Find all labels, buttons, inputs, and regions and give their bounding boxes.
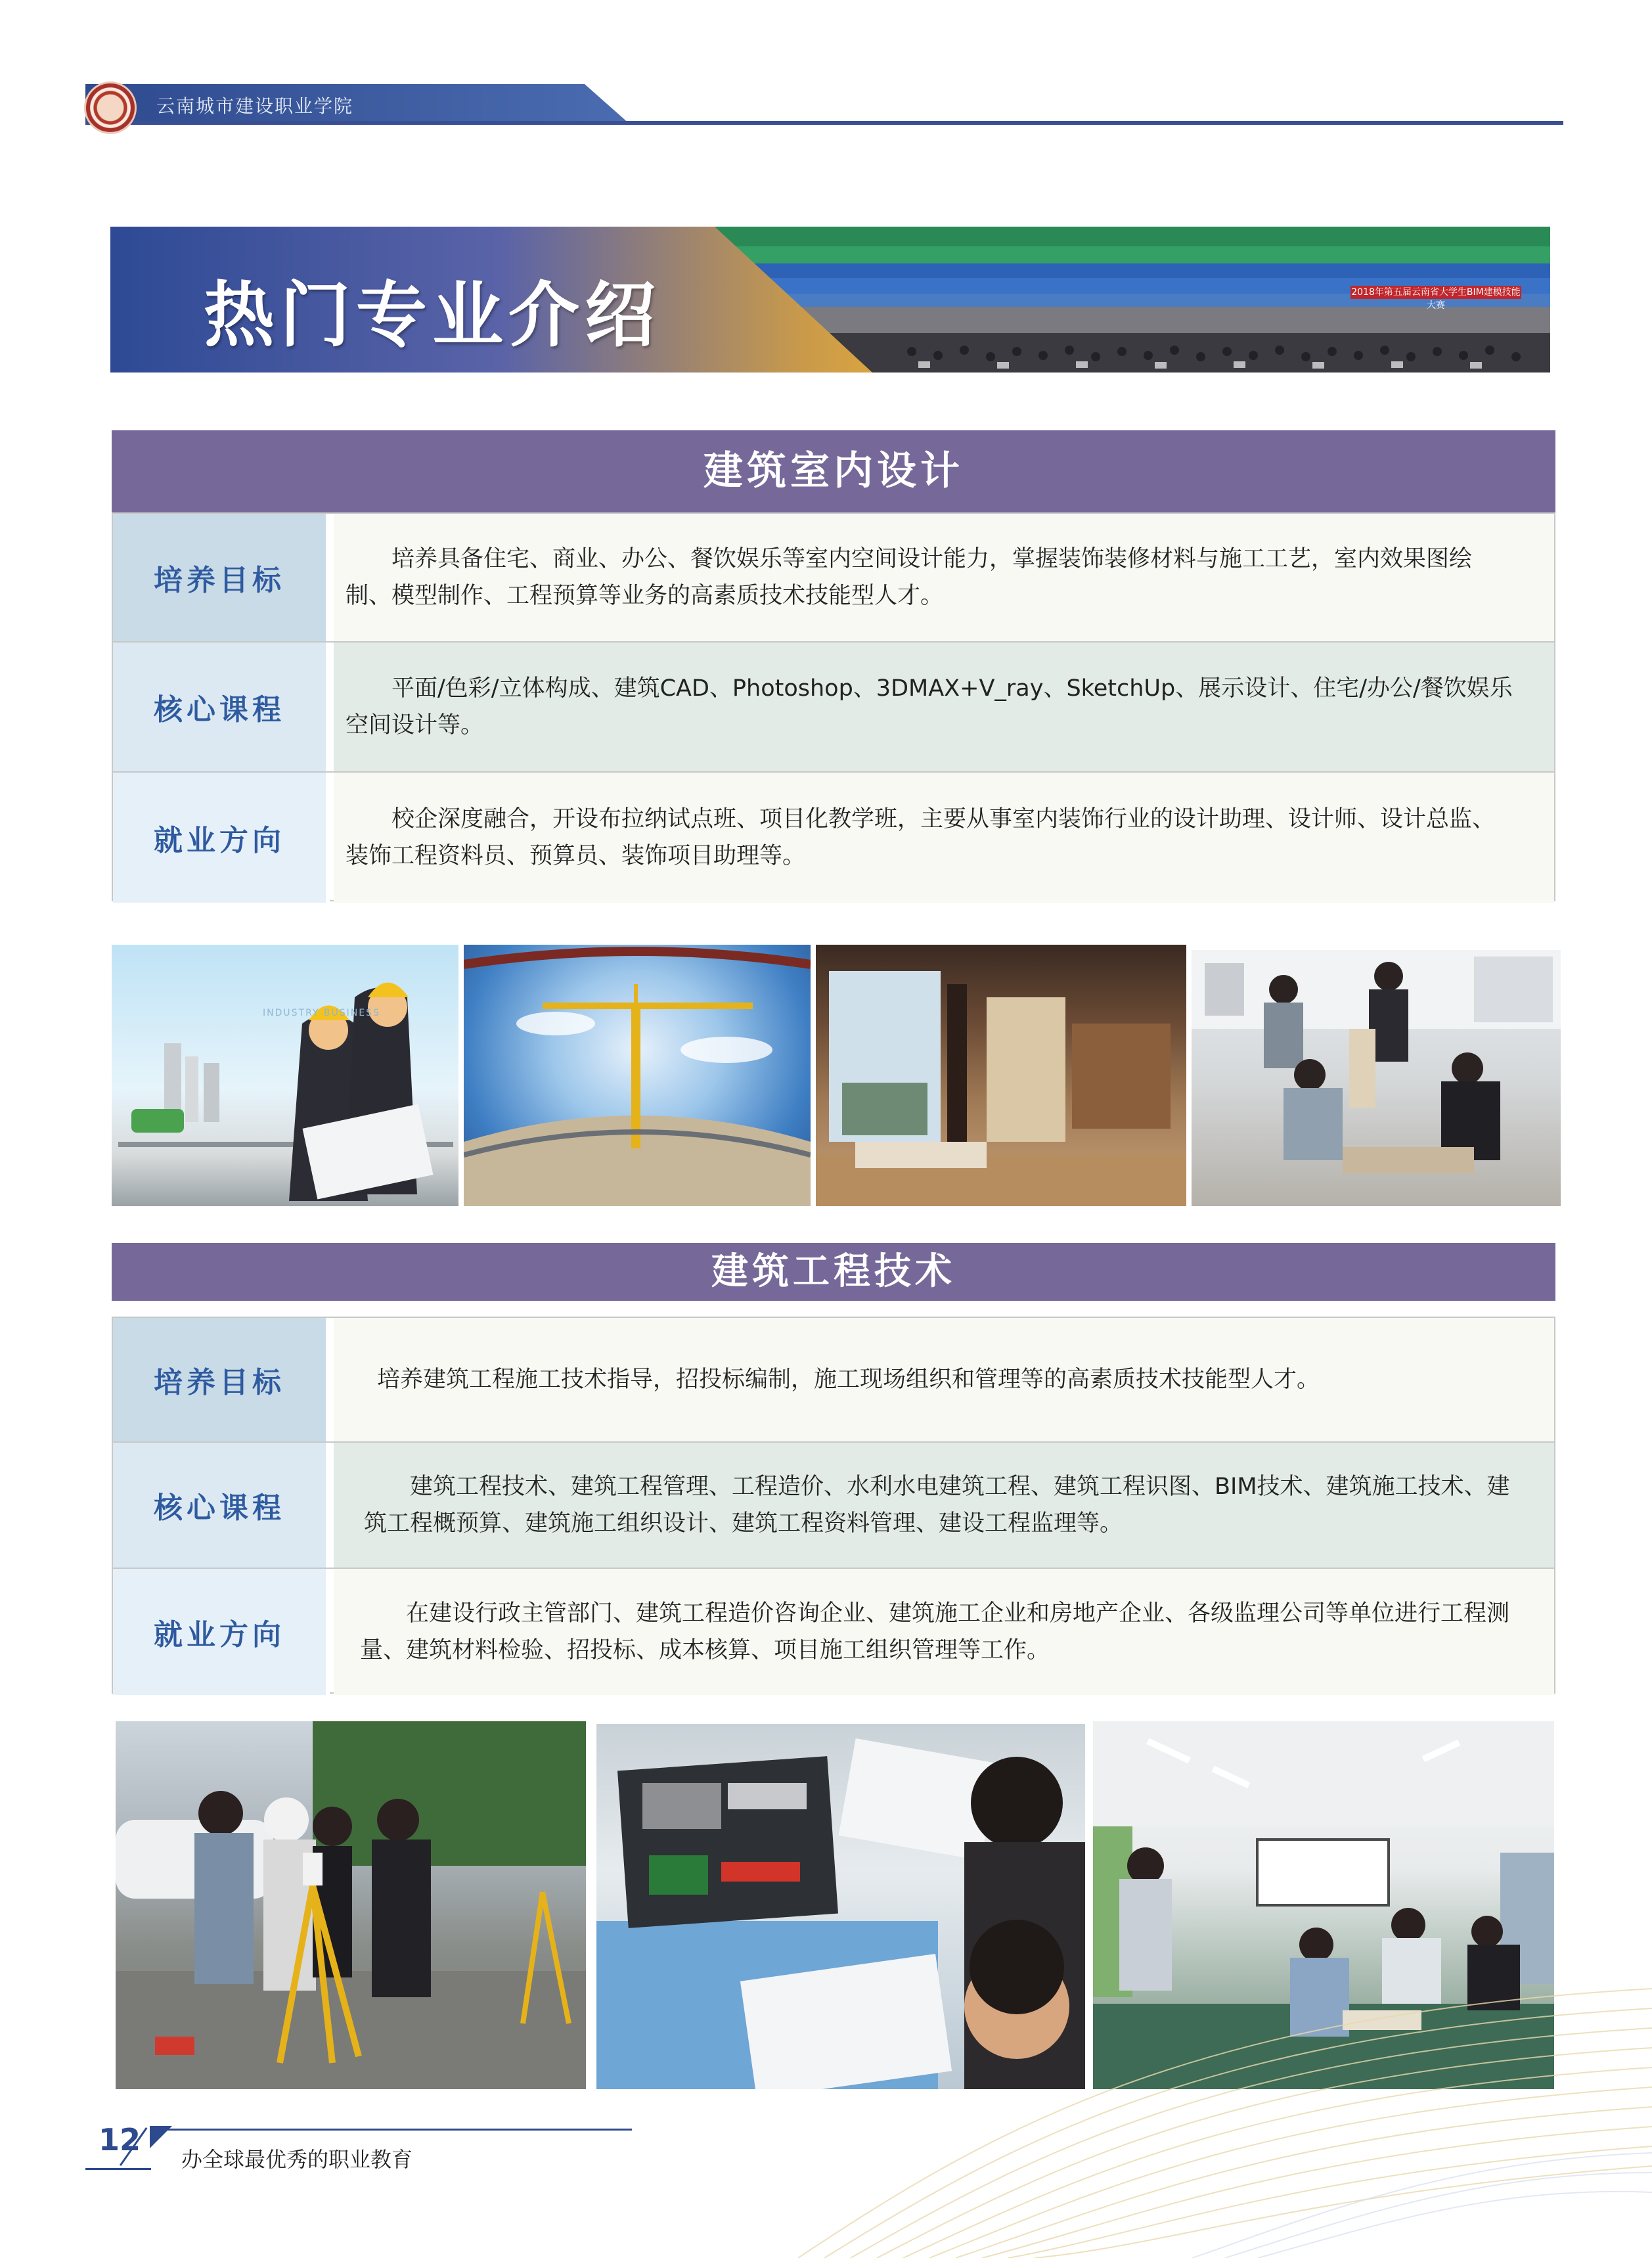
- row-label: 核心课程: [113, 1443, 330, 1568]
- photo-students-workshop: [1192, 950, 1561, 1206]
- row-text-content: 校企深度融合，开设布拉纳试点班、项目化教学班，主要从事室内装饰行业的设计助理、设计师、设计总监、装饰工程资料员、预算员、装饰项目助理等。: [346, 806, 1496, 869]
- row-text: [334, 773, 1554, 903]
- school-logo-icon: [84, 81, 137, 134]
- section-1-title: 建筑室内设计: [112, 430, 1555, 512]
- row-text: [334, 1318, 1554, 1441]
- table-row: [113, 773, 1554, 903]
- footer-slogan: 办全球最优秀的职业教育: [181, 2147, 413, 2172]
- row-label: 培养目标: [113, 1318, 330, 1441]
- table-row: [113, 643, 1554, 773]
- page-number: 12: [99, 2122, 141, 2157]
- row-label: 核心课程: [113, 643, 330, 771]
- table-row: [113, 514, 1554, 643]
- photo-crane-construction: [464, 945, 811, 1206]
- header-rule: [85, 121, 1563, 125]
- school-name: 云南城市建设职业学院: [156, 95, 354, 117]
- row-text: [334, 1443, 1554, 1568]
- row-text-content: 培养具备住宅、商业、办公、餐饮娱乐等室内空间设计能力，掌握装饰装修材料与施工工艺，室内效果图绘制、模型制作、工程预算等业务的高素质技术技能型人才。: [346, 546, 1473, 609]
- row-label: 就业方向: [113, 773, 330, 903]
- row-label: 就业方向: [113, 1569, 330, 1695]
- title-banner: [110, 227, 1550, 373]
- row-label: 培养目标: [113, 514, 330, 641]
- row-text: [334, 514, 1554, 641]
- photo-caption: INDUSTRY BUSINESS: [263, 1008, 380, 1018]
- row-text-content: 培养建筑工程施工技术指导，招投标编制，施工现场组织和管理等的高素质技术技能型人才。: [377, 1366, 1320, 1393]
- photo-interior-room: [816, 945, 1186, 1206]
- footer-rule-right: [152, 2129, 632, 2131]
- photo-surveying-students: [116, 1721, 586, 2089]
- photo-engineers-with-plans: [112, 945, 458, 1206]
- decorative-wave: [798, 1962, 1652, 2258]
- table-row: [113, 1569, 1554, 1695]
- row-text: [334, 1569, 1554, 1695]
- row-text-content: 平面/色彩/立体构成、建筑CAD、Photoshop、3DMAX+V_ray、SketchUp、展示设计、住宅/办公/餐饮娱乐空间设计等。: [346, 675, 1513, 738]
- section-2-table: [112, 1317, 1555, 1694]
- section-1-table: [112, 512, 1555, 901]
- row-text: [334, 643, 1554, 771]
- section-2-title: 建筑工程技术: [112, 1243, 1555, 1301]
- table-row: [113, 1318, 1554, 1443]
- page-title: 热门专业介绍: [204, 275, 661, 357]
- table-row: [113, 1443, 1554, 1569]
- row-text-content: 在建设行政主管部门、建筑工程造价咨询企业、建筑施工企业和房地产企业、各级监理公司等单位进行工程测量、建筑材料检验、招投标、成本核算、项目施工组织管理等工作。: [360, 1600, 1510, 1663]
- footer-rule-left: [85, 2168, 151, 2170]
- banner-competition-sign: 2018年第五届云南省大学生BIM建模技能大赛: [1351, 287, 1521, 311]
- row-text-content: 建筑工程技术、建筑工程管理、工程造价、水利水电建筑工程、建筑工程识图、BIM技术、建筑施工技术、建筑工程概预算、建筑施工组织设计、建筑工程资料管理、建设工程监理等。: [364, 1474, 1510, 1537]
